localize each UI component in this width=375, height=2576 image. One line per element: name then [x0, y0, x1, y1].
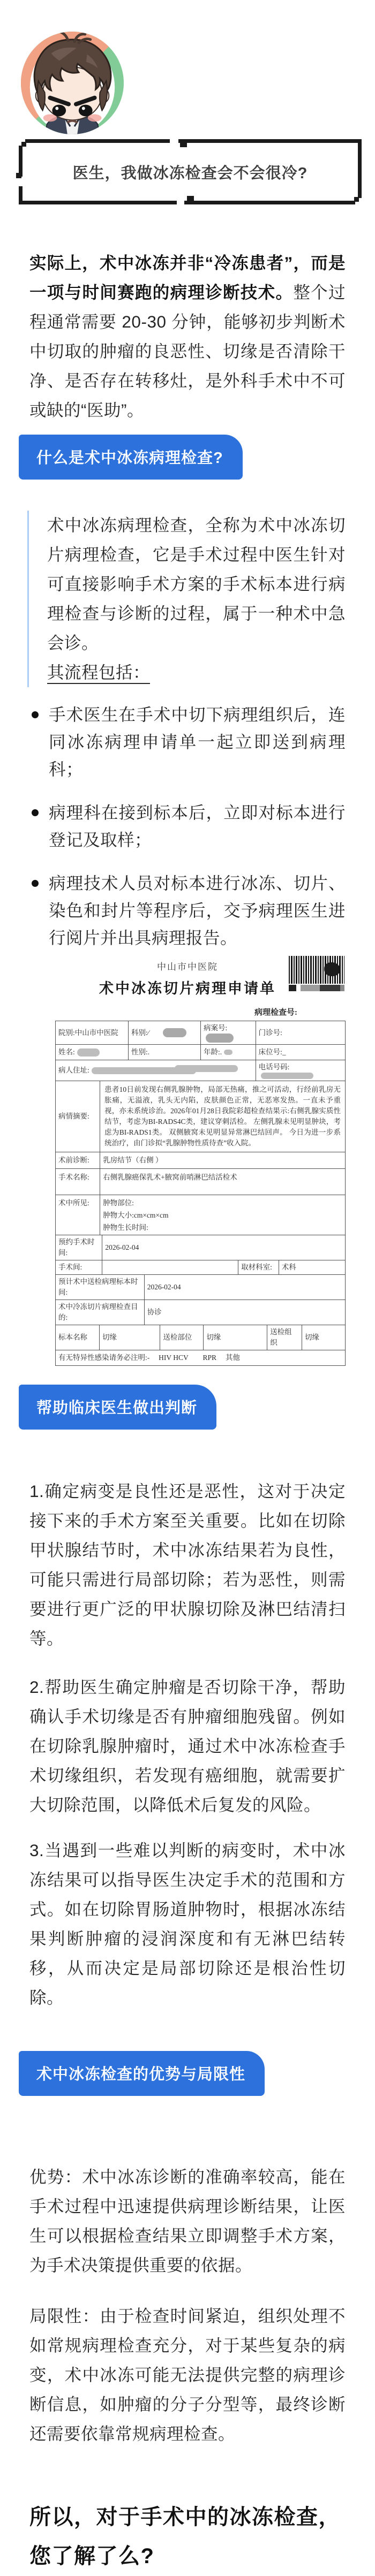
- bubble-pixel-square: [16, 173, 21, 178]
- form-label-surgery-name: 手术名称:: [58, 1173, 89, 1181]
- form-field-preop-diagnosis: 乳房结节（右侧 ）: [100, 1152, 345, 1168]
- list-item: 病理技术人员对标本进行冰冻、切片、染色和封片等程序后，交予病理医生进行阅片并出具病理报告。: [29, 870, 346, 952]
- intro-bold-text: 实际上，术中冰冻并非“冷冻患者”，而是一项与时间赛跑的病理诊断技术。: [29, 253, 346, 302]
- form-field-estimated-time: 2026-02-04: [144, 1275, 345, 1300]
- judge-point-1: 1.确定病变是良性还是恶性，这对于决定接下来的手术方案至关重要。比如在切除甲状腺结节时，术中冰冻结果若为良性，可能只需进行局部切除；若为恶性，则需要进行更广泛的甲状腺切除及淋巴结清扫等。: [29, 1481, 346, 1648]
- bubble-pixel-square: [180, 140, 187, 147]
- process-intro-label: 其流程包括：: [47, 658, 346, 687]
- barcode-image: [289, 956, 344, 984]
- bubble-pixel-square: [354, 197, 359, 202]
- list-item: 手术医生在手术中切下病理组织后，连同冰冻病理申请单一起立即送到病理科；: [29, 701, 346, 783]
- table-row: [56, 1021, 345, 1044]
- intro-rest-text: 整个过程通常需要 20-30 分钟，能够初步判断术中切取的肿瘤的良恶性、切缘是否清除干净、是否存在转移灶，是外科手术中不可或缺的“医助”。: [29, 283, 346, 420]
- process-steps-list: [29, 701, 346, 952]
- bubble-pixel-gap: [170, 139, 178, 143]
- table-row: [56, 1235, 345, 1260]
- form-label-intraop-findings: 术中所见:: [58, 1199, 89, 1207]
- table-row: [56, 1152, 345, 1168]
- form-field-hospital: 院别:中山市中医院: [58, 1028, 118, 1037]
- definition-text: 术中冰冻病理检查，全称为术中冰冻切片病理检查，它是手术过程中医生针对可直接影响手术方案的手术标本进行病理检查与诊断的过程，属于一种术中急会诊。: [47, 515, 346, 652]
- form-field-bed-no: 床位号:_: [256, 1045, 345, 1060]
- form-field-case-no: 病案号:: [200, 1021, 256, 1044]
- table-row: [56, 1060, 345, 1081]
- form-label-sampling-dept: 取材科室:: [238, 1260, 279, 1274]
- list-item: 病理科在接到标本后，立即对标本进行登记及取样；: [29, 799, 346, 854]
- boy-avatar-icon: [19, 30, 125, 136]
- speech-bubble-text: 医生，我做冰冻检查会不会很冷?: [72, 164, 308, 182]
- form-field-sex: 性别:.: [128, 1045, 200, 1060]
- section-header-pros-and-cons: 术中冰冻检查的优势与局限性: [19, 2051, 265, 2096]
- spec-header-site: 送检部位: [160, 1325, 203, 1350]
- table-row: [56, 1044, 345, 1060]
- closing-question: 所以，对于手术中的冰冻检查，您了解了么?: [29, 2505, 341, 2568]
- table-row: [56, 1300, 345, 1325]
- form-label-scheduled-time: 预约手术时间:: [58, 1238, 95, 1257]
- judge-point-2: 2.帮助医生确定肿瘤是否切除干净，帮助确认手术切缘是否有肿瘤细胞残留。例如在切除乳腺肿瘤时，通过术中冰冻检查手术切缘组织，若发现有癌细胞，就需要扩大切除范围，以降低术后复发的风险。: [29, 1677, 346, 1814]
- form-hospital-name: 中山市中医院: [157, 962, 218, 972]
- form-field-infection-note: 有无特异性感染请务必注明:- HIV HCV RPR 其他: [58, 1354, 240, 1362]
- form-field-phone: 电话号码:: [256, 1060, 345, 1081]
- form-label-summary: 病情摘要:: [58, 1112, 89, 1120]
- form-field-address: 病人住址:: [56, 1060, 256, 1081]
- pros-paragraph: 优势：术中冰冻诊断的准确率较高，能在手术过程中迅速提供病理诊断结果，让医生可以根据检查结果立即调整手术方案，为手术决策提供重要的依据。: [29, 2167, 346, 2275]
- avatar: [19, 30, 125, 136]
- exam-number-label: 病理检查号:: [254, 1008, 297, 1017]
- table-row: [56, 1350, 345, 1365]
- spec-header-name: 标本名称: [58, 1333, 87, 1341]
- form-label-exam-purpose: 术中冷冻切片病理检查目的:: [58, 1303, 138, 1321]
- form-title: 术中冰冻切片病理申请单: [99, 981, 276, 997]
- table-row: [56, 1260, 345, 1274]
- barcode-smudge: [289, 985, 344, 991]
- form-field-sampling-dept: 术科: [279, 1260, 345, 1274]
- form-field-age: 年龄:.: [200, 1045, 256, 1060]
- form-field-surgery-name: 右侧乳腺癌保乳术+腋窝前哨淋巴结活检术: [100, 1169, 345, 1195]
- table-row: [56, 1195, 345, 1235]
- form-field-name: 姓名:: [56, 1045, 128, 1060]
- form-field-outpatient-no: 门诊号:: [256, 1021, 345, 1044]
- form-label-estimated-time: 预计术中送检病理标本时间:: [58, 1278, 138, 1296]
- table-row: [56, 1168, 345, 1195]
- pathology-request-form-image: [0, 959, 375, 1366]
- form-field-department: 科别:∕: [128, 1021, 200, 1044]
- bubble-pixel-gap: [177, 201, 184, 204]
- spec-header-tissue: 送检组织: [267, 1325, 302, 1350]
- form-label-preop-diagnosis: 术前诊断:: [58, 1156, 89, 1164]
- form-label-operating-room: 手术间:: [58, 1263, 82, 1271]
- table-row: [56, 1081, 345, 1152]
- cons-paragraph: 局限性：由于检查时间紧迫，组织处理不如常规病理检查充分，对于某些复杂的病变，术中冰冻可能无法提供完整的病理诊断信息，如肿瘤的分子分型等，最终诊断还需要依靠常规病理检查。: [29, 2306, 346, 2443]
- speech-bubble: [19, 139, 362, 204]
- judge-point-3: 3.当遇到一些难以判断的病变时，术中冰冻结果可以指导医生决定手术的范围和方式。如在切除胃肠道肿物时，根据冰冻结果判断肿瘤的浸润深度和有无淋巴结转移，从而决定是局部切除还是根治性切除。: [29, 1841, 346, 2007]
- spec-header-margin1: 切缘: [99, 1325, 160, 1350]
- table-row: [56, 1325, 345, 1350]
- spec-header-margin2: 切缘: [203, 1325, 267, 1350]
- section-header-help-clinicians: 帮助临床医生做出判断: [19, 1385, 216, 1430]
- intro-paragraph: [29, 248, 346, 425]
- form-field-scheduled-time: 2026-02-04: [102, 1235, 345, 1260]
- bubble-pixel-square: [187, 196, 194, 203]
- bubble-pixel-square: [21, 142, 26, 147]
- form-field-summary: 患者10日前发现右侧乳腺肿物，局部无热痛，推之可活动，行经前乳房无胀痛，无溢液，乳头无内陷，皮肤颜色正常，无恶寒发热。一直未予重视，亦未系统诊治。2026年01月28日我院彩超检查结果示:右侧乳腺实质性结节，考虑为BI-RADS4C类，建议穿刺活检。 左侧乳腺未见明显肿块，考虑为BI-RADS1类。 双侧腋窝未见明显异常淋巴结回声。 今日为进一步系统治疗，由门诊拟“乳腺肿物性质待查”收入院。: [100, 1081, 345, 1152]
- form-table: [55, 1021, 346, 1366]
- definition-quote-block: [27, 511, 346, 687]
- form-field-intraop-findings: 肿物部位: 肿物大小:cm×cm×cm 肿物生长时间:: [100, 1195, 345, 1235]
- form-field-exam-purpose: 协诊: [144, 1300, 345, 1325]
- section-header-what-is-frozen-section: 什么是术中冰冻病理检查?: [19, 435, 243, 480]
- form-field-operating-room-empty: [102, 1260, 238, 1274]
- spec-header-margin3: 切缘: [302, 1325, 345, 1350]
- table-row: [56, 1274, 345, 1300]
